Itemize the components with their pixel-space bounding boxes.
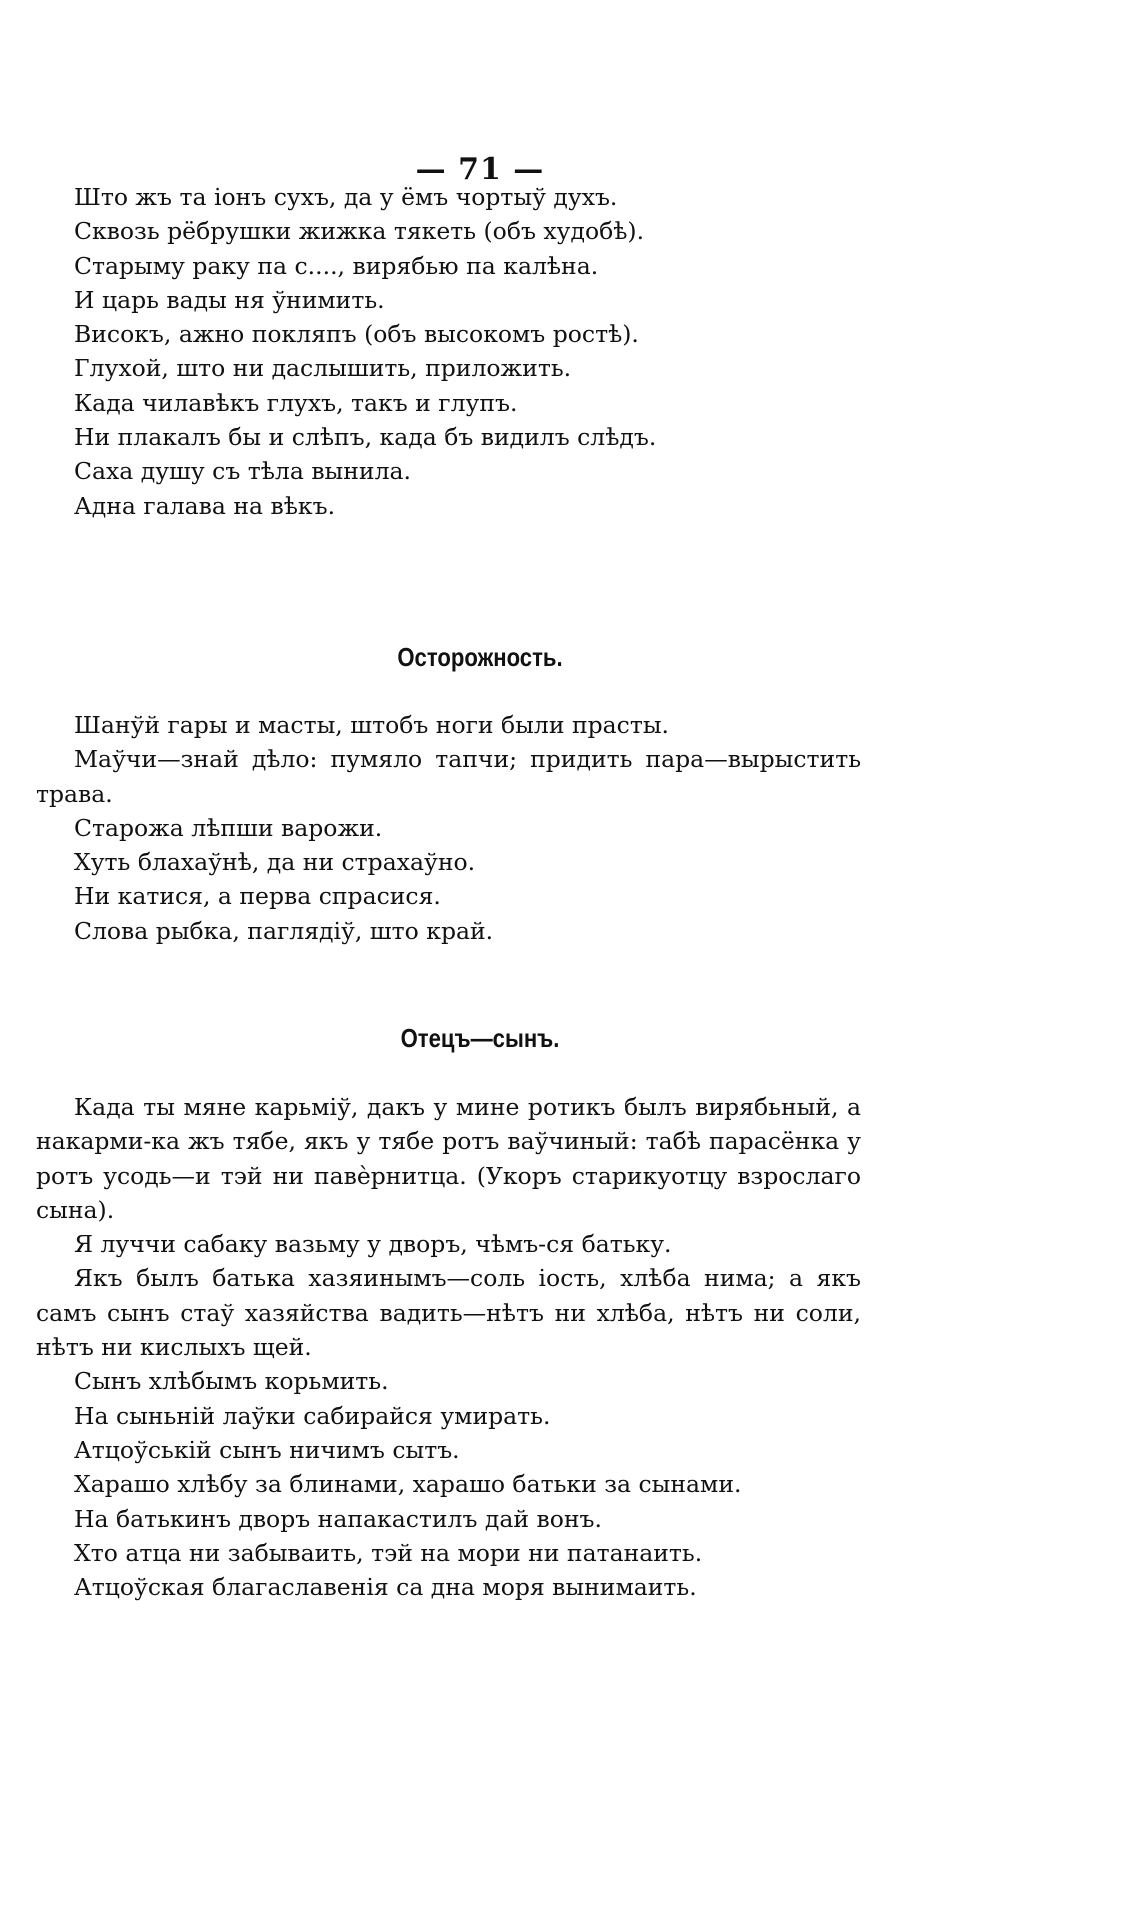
proverb-line: Сынъ хлѣбымъ корьмить. (74, 1367, 389, 1396)
proverb-line: Хто атца ни забываить, тэй на мори ни патанаить. (74, 1538, 703, 1567)
page-number: — 71 — (415, 152, 545, 187)
proverb-line: Атцоўській сынъ ничимъ сытъ. (74, 1435, 460, 1464)
proverbs-section-2 (36, 708, 896, 948)
proverb-paragraph: Када ты мяне карьміў, дакъ у мине ротикъ былъ вирябьный, а накарми-ка жъ тябе, якъ у тябе ротъ ваўчиный: табѣ парасёнка у ротъ усодь—и тэй ни павѐрнитца. (Укоръ старикуотцу взрослаго сына). (36, 1093, 861, 1224)
proverb-line: Харашо хлѣбу за блинами, харашо батьки за сынами. (74, 1470, 742, 1499)
proverb-line: Я луччи сабаку вазьму у дворъ, чѣмъ-ся батьку. (74, 1230, 672, 1259)
proverb-line: На сыньній лаўки сабирайся умирать. (74, 1401, 551, 1430)
proverb-line: Шанўй гары и масты, штобъ ноги были прасты. (74, 711, 670, 739)
proverb-line: И царь вады ня ўнимить. (74, 285, 385, 314)
proverbs-section-3 (36, 1090, 896, 1604)
proverb-line: Адна галава на вѣкъ. (74, 491, 336, 520)
proverb-line: Хуть блахаўнѣ, да ни страхаўно. (74, 848, 476, 877)
section-heading-father-son: Отецъ—сынъ. (400, 1023, 560, 1053)
section-heading-caution: Осторожность. (397, 642, 563, 672)
proverb-line: Што жъ та іонъ сухъ, да у ёмъ чортыў духъ. (74, 183, 618, 211)
proverb-line: Ни катися, а перва спрасися. (74, 882, 441, 911)
proverb-line: Ни плакалъ бы и слѣпъ, када бъ видилъ слѣдъ. (74, 423, 657, 452)
proverbs-section-1 (36, 180, 896, 523)
proverb-line: Високъ, ажно покляпъ (объ высокомъ ростѣ). (74, 320, 639, 349)
proverb-line: На батькинъ дворъ напакастилъ дай вонъ. (74, 1504, 602, 1533)
proverb-line: Када чилавѣкъ глухъ, такъ и глупъ. (74, 388, 518, 417)
proverb-line: Слова рыбка, паглядіў, што край. (74, 916, 494, 945)
proverb-line: Сквозь рёбрушки жижка тякеть (объ худобѣ). (74, 217, 645, 246)
proverb-line: Атцоўская благаславенія са дна моря вынимаить. (74, 1573, 697, 1602)
proverb-paragraph: Якъ былъ батька хазяинымъ—соль іость, хлѣба нима; а якъ самъ сынъ стаў хазяйства вадить—нѣтъ ни хлѣба, нѣтъ ни соли, нѣтъ ни кислыхъ щей. (36, 1264, 861, 1362)
proverb-paragraph: Маўчи—знай дѣло: пумяло тапчи; придить пара—вырыстить трава. (36, 745, 861, 808)
proverb-line: Саха душу съ тѣла вынила. (74, 457, 411, 486)
proverb-line: Глухой, што ни даслышить, приложить. (74, 354, 572, 383)
proverb-line: Старыму раку па с...., вирябью па калѣна. (74, 251, 599, 280)
proverb-line: Старожа лѣпши варожи. (74, 813, 383, 842)
